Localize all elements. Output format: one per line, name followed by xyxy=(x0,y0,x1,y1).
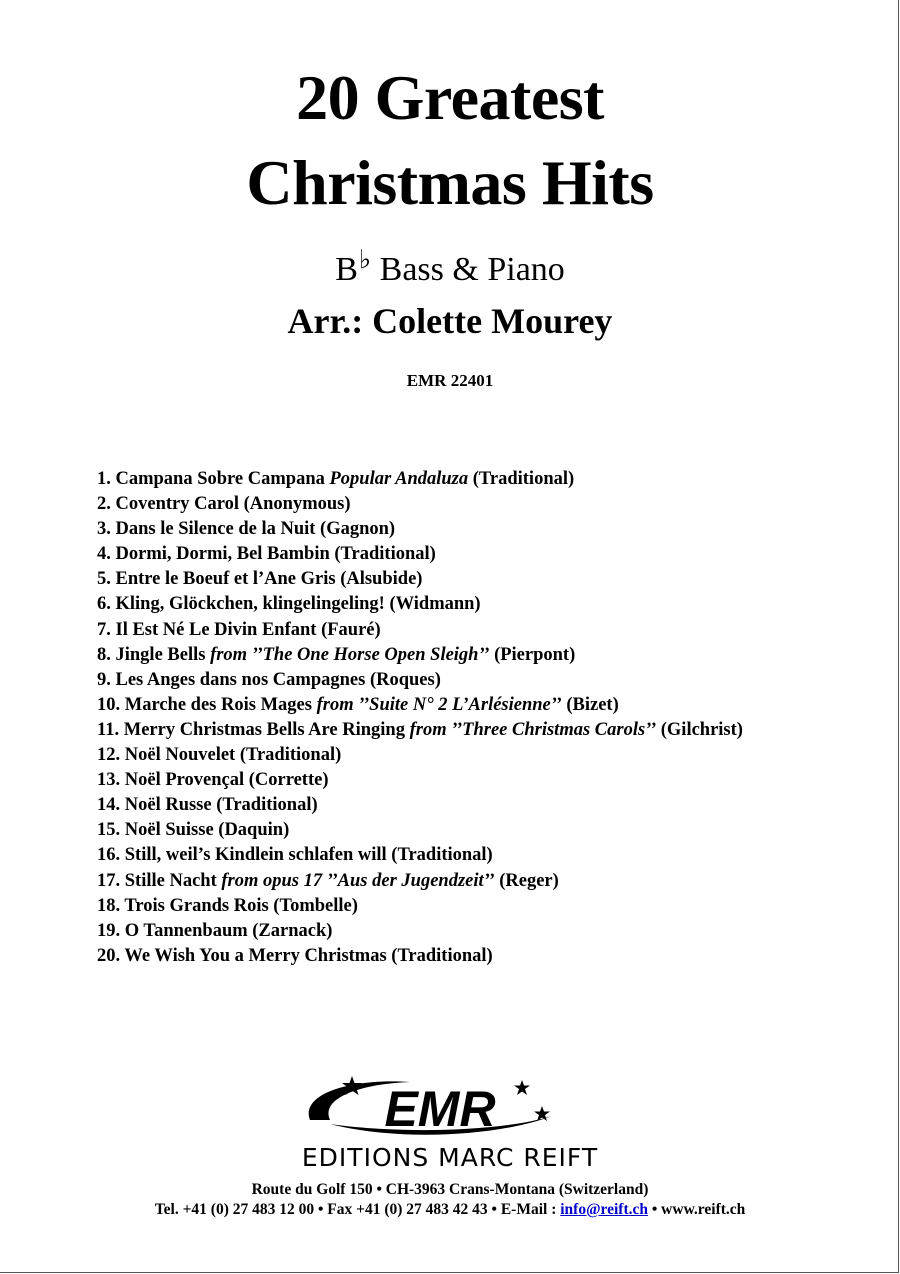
contents-item xyxy=(97,467,743,492)
piece-source: from ’’Three Christmas Carols’’ xyxy=(409,719,657,740)
piece-title: 15. Noël Suisse (Daquin) xyxy=(97,820,290,841)
contents-item xyxy=(97,843,743,868)
piece-source: from ’’Suite N° 2 L’Arlésienne’’ xyxy=(316,694,562,715)
instrument-label: Bass & Piano xyxy=(379,251,565,288)
piece-title: 17. Stille Nacht xyxy=(97,870,222,891)
contents-item xyxy=(97,567,743,592)
contents-item xyxy=(97,517,743,542)
publisher-name: EDITIONS MARC REIFT xyxy=(301,1143,599,1172)
piece-title: 6. Kling, Glöckchen, klingelingeling! (Widmann) xyxy=(97,594,481,615)
catalog-number: EMR 22401 xyxy=(406,371,494,390)
piece-source: from opus 17 ’’Aus der Jugendzeit’’ xyxy=(221,870,495,891)
arranger: Arr.: Colette Mourey xyxy=(287,301,613,341)
contents-item xyxy=(97,718,743,743)
piece-title: 8. Jingle Bells xyxy=(97,644,211,665)
piece-title: 19. O Tannenbaum (Zarnack) xyxy=(97,920,333,941)
publisher-address: Route du Golf 150 • CH-3963 Crans-Montana (Switzerland) xyxy=(251,1181,649,1198)
contents-item xyxy=(97,643,743,668)
title-line-2: Christmas Hits xyxy=(246,147,654,218)
piece-composer: (Pierpont) xyxy=(489,644,576,665)
contents-item xyxy=(97,793,743,818)
piece-title: 14. Noël Russe (Traditional) xyxy=(97,795,318,816)
piece-composer: (Gilchrist) xyxy=(656,719,743,740)
piece-title: 3. Dans le Silence de la Nuit (Gagnon) xyxy=(97,519,396,540)
piece-title: 1. Campana Sobre Campana xyxy=(97,469,330,489)
piece-title: 13. Noël Provençal (Corrette) xyxy=(97,770,329,791)
publisher-contact xyxy=(0,1200,900,1220)
piece-title: 20. We Wish You a Merry Christmas (Traditional) xyxy=(97,945,493,966)
piece-composer: (Traditional) xyxy=(468,469,575,489)
instrument-key: B xyxy=(335,251,358,288)
contents-item xyxy=(97,492,743,517)
contents-item xyxy=(97,919,743,944)
piece-title: 16. Still, weil’s Kindlein schlafen will (Traditional) xyxy=(97,845,493,866)
contents-item xyxy=(97,693,743,718)
flat-symbol: ♭ xyxy=(358,245,372,274)
star-icon xyxy=(534,1106,550,1121)
piece-title: 9. Les Anges dans nos Campagnes (Roques) xyxy=(97,669,441,690)
piece-title: 7. Il Est Né Le Divin Enfant (Fauré) xyxy=(97,619,381,640)
email-link[interactable]: info@reift.ch xyxy=(560,1201,648,1218)
piece-title: 18. Trois Grands Rois (Tombelle) xyxy=(97,895,358,916)
emr-logo xyxy=(290,1072,570,1142)
contents-item xyxy=(97,542,743,567)
logo-text: EMR xyxy=(384,1081,496,1137)
contents-item xyxy=(97,894,743,919)
piece-title: 5. Entre le Boeuf et l’Ane Gris (Alsubide) xyxy=(97,569,423,590)
piece-title: 11. Merry Christmas Bells Are Ringing xyxy=(97,719,410,740)
piece-composer: (Bizet) xyxy=(561,694,619,715)
contents-item xyxy=(97,869,743,894)
contents-item xyxy=(97,818,743,843)
piece-composer: (Reger) xyxy=(494,870,559,891)
contents-item xyxy=(97,618,743,643)
piece-title: 2. Coventry Carol (Anonymous) xyxy=(97,494,351,515)
title-line-1: 20 Greatest xyxy=(296,62,604,133)
contact-phone-fax: Tel. +41 (0) 27 483 12 00 • Fax +41 (0) 27 483 42 43 • E-Mail : xyxy=(154,1201,561,1218)
instrumentation xyxy=(0,238,900,292)
piece-source: from ’’The One Horse Open Sleigh’’ xyxy=(210,644,490,665)
piece-source: Popular Andaluza xyxy=(329,469,469,489)
piece-title: 12. Noël Nouvelet (Traditional) xyxy=(97,745,342,766)
contact-website: • www.reift.ch xyxy=(648,1201,746,1218)
contents-item xyxy=(97,592,743,617)
piece-title: 4. Dormi, Dormi, Bel Bambin (Traditional) xyxy=(97,544,436,565)
contents-list xyxy=(97,467,743,969)
contents-item xyxy=(97,668,743,693)
contents-item xyxy=(97,944,743,969)
contents-item xyxy=(97,768,743,793)
star-icon xyxy=(514,1080,530,1095)
piece-title: 10. Marche des Rois Mages xyxy=(97,694,317,715)
contents-item xyxy=(97,743,743,768)
